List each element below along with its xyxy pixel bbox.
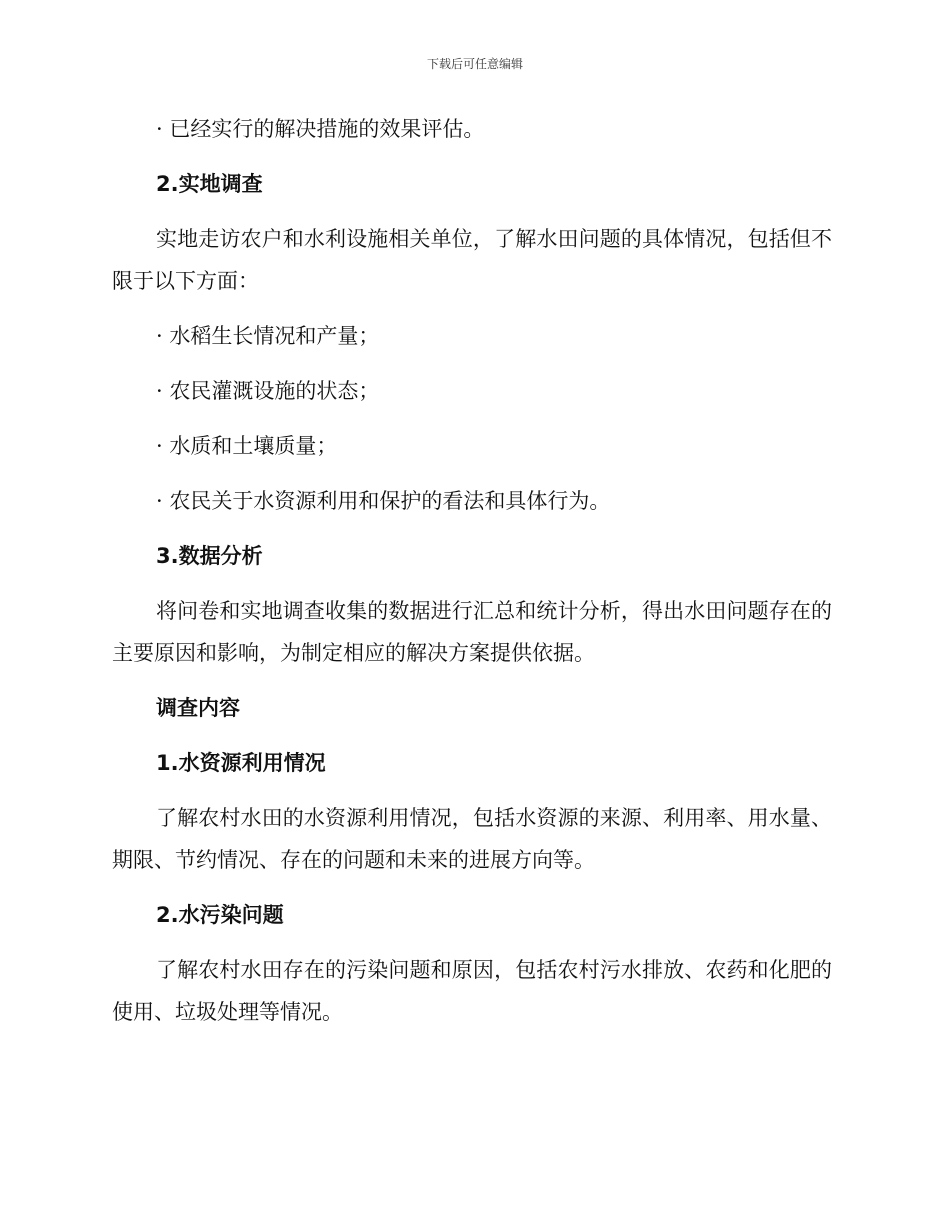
paragraph: 将问卷和实地调查收集的数据进行汇总和统计分析，得出水田问题存在的主要原因和影响，为制定相应的解决方案提供依据。 — [112, 599, 832, 665]
document-body — [112, 108, 832, 1033]
section-heading: 调查内容 — [156, 696, 240, 720]
section-heading: 3.数据分析 — [156, 544, 263, 568]
bullet-item: · 已经实行的解决措施的效果评估。 — [156, 117, 485, 141]
bullet-item: · 水质和土壤质量； — [156, 434, 338, 458]
section-heading: 1.水资源利用情况 — [156, 751, 326, 775]
section-heading: 2.水污染问题 — [156, 903, 284, 927]
bullet-item: · 水稻生长情况和产量； — [156, 324, 380, 348]
bullet-item: · 农民灌溉设施的状态； — [156, 379, 380, 403]
paragraph: 了解农村水田存在的污染问题和原因，包括农村污水排放、农药和化肥的使用、垃圾处理等情况。 — [112, 958, 832, 1024]
page-header: 下载后可任意编辑 — [426, 57, 523, 71]
paragraph: 实地走访农户和水利设施相关单位，了解水田问题的具体情况，包括但不限于以下方面： — [112, 227, 832, 293]
section-heading: 2.实地调查 — [156, 172, 263, 196]
bullet-item: · 农民关于水资源利用和保护的看法和具体行为。 — [156, 489, 611, 513]
paragraph: 了解农村水田的水资源利用情况，包括水资源的来源、利用率、用水量、期限、节约情况、存在的问题和未来的进展方向等。 — [112, 806, 832, 872]
